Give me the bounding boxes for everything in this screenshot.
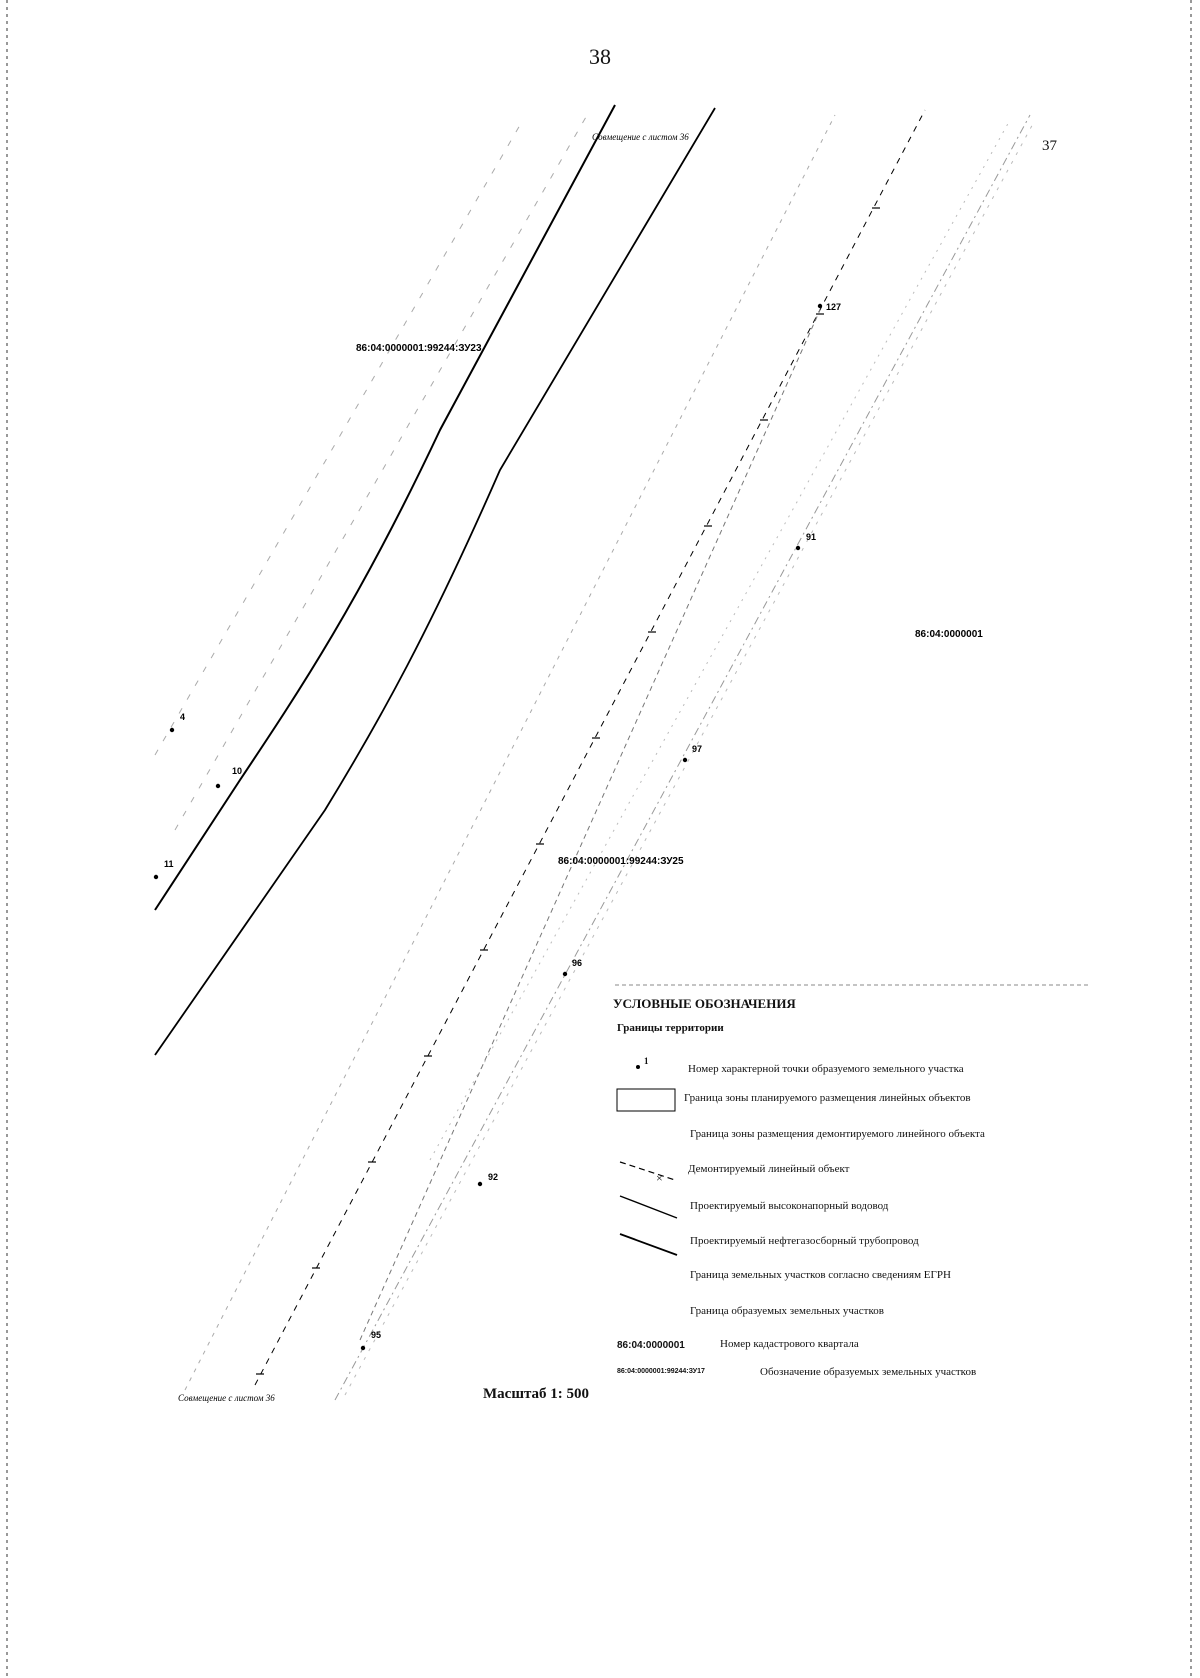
parcel-boundary-line [335,115,1030,1400]
legend-item-formed-boundary: Граница образуемых земельных участков [690,1305,884,1317]
point-label: 11 [164,859,174,869]
legend-title: УСЛОВНЫЕ ОБОЗНАЧЕНИЯ [613,996,796,1011]
point-label: 95 [371,1330,382,1340]
parcel-boundary-line [185,115,835,1390]
legend-point-symbol [636,1065,640,1069]
legend-item-water-pipeline: Проектируемый высоконапорный водовод [690,1200,889,1212]
characteristic-points [154,304,822,1350]
legend-cross-icon: × [656,1171,663,1185]
legend-item-egrn-boundary: Граница земельных участков согласно сведениям ЕГРН [690,1269,951,1281]
projected-water-pipeline [155,105,615,910]
formed-parcel-boundary [360,310,820,1340]
scale-label: Масштаб 1: 500 [483,1386,590,1402]
legend-item-oil-gas-pipeline: Проектируемый нефтегазосборный трубопровод [690,1235,919,1247]
legend-oil-pipe-symbol [620,1234,677,1255]
legend-subtitle: Границы территории [617,1022,724,1034]
point-label: 97 [692,744,703,754]
cadastral-quarter-label: 86:04:0000001 [915,629,983,640]
parcel-label-zu23: 86:04:0000001:99244:ЗУ23 [356,343,482,354]
legend-item-parcel-designation: Обозначение образуемых земельных участков [760,1366,977,1378]
legend-zone-symbol [617,1089,675,1111]
legend-item-dismantled-object: Демонтируемый линейный объект [688,1163,850,1175]
sheet-number: 37 [1042,138,1057,154]
legend-quarter-code: 86:04:0000001 [617,1340,685,1351]
sheet-join-note-top: Совмещение с листом 36 [592,132,689,142]
legend-water-pipe-symbol [620,1196,677,1218]
page-number: 38 [589,44,611,69]
dismantled-linear-object [255,110,925,1385]
legend-item-planned-zone: Граница зоны планируемого размещения линейных объектов [684,1092,971,1104]
point-label: 4 [180,712,186,722]
legend-item-dismantle-zone: Граница зоны размещения демонтируемого линейного объекта [690,1128,985,1140]
point-label: 92 [488,1172,499,1182]
sheet-join-note-bottom: Совмещение с листом 36 [178,1393,275,1403]
legend-dismantled-symbol [620,1162,675,1180]
parcel-label-zu25: 86:04:0000001:99244:ЗУ25 [558,856,684,867]
legend-parcel-code: 86:04:0000001:99244:ЗУ17 [617,1368,705,1375]
point-label: 91 [806,532,817,542]
parcel-boundary-line [175,110,590,830]
legend-point-marker: 1 [644,1056,649,1066]
legend-item-quarter-number: Номер кадастрового квартала [720,1338,859,1350]
point-label: 127 [826,302,842,312]
point-label: 10 [232,766,243,776]
projected-oil-gas-pipeline [155,108,715,1055]
point-label: 96 [572,958,583,968]
legend-item-point-number: Номер характерной точки образуемого земельного участка [688,1063,964,1075]
parcel-boundary-line [155,125,520,755]
